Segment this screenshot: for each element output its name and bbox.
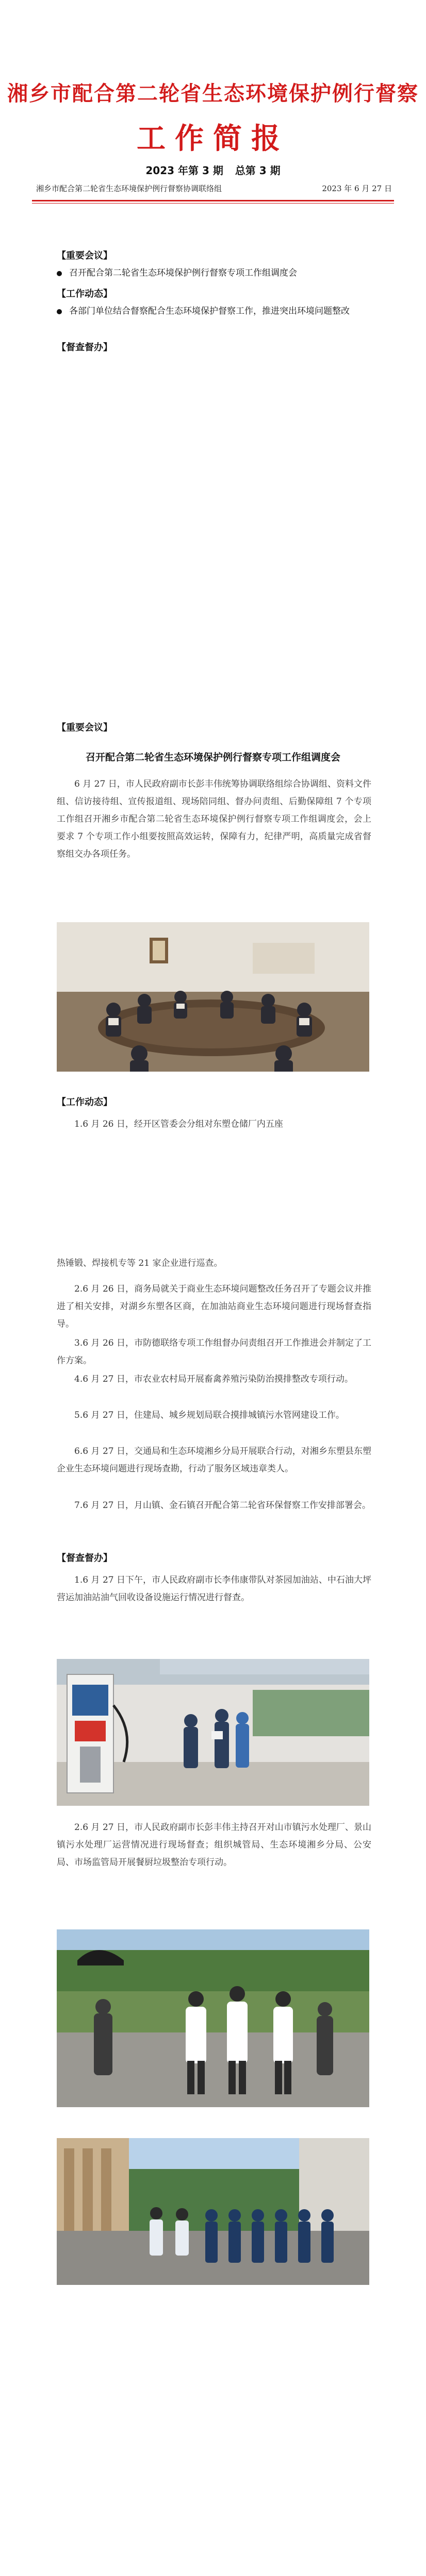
masthead-title: 湘乡市配合第二轮省生态环境保护例行督察 xyxy=(7,81,419,106)
index-meeting-item: 召开配合第二轮省生态环境保护例行督察专项工作组调度会 xyxy=(57,265,376,281)
bullet-icon xyxy=(57,271,62,276)
article-title: 召开配合第二轮省生态环境保护例行督察专项工作组调度会 xyxy=(85,752,340,763)
issue-total-number: 总第 3 期 xyxy=(235,164,281,177)
index-inspection-label: 【督查督办】 xyxy=(57,342,112,353)
index-dynamics-label: 【工作动态】 xyxy=(57,289,112,299)
dynamics-item-5: 5.6 月 27 日，住建局、城乡规划局联合摸排城镇污水管网建设工作。 xyxy=(74,1410,345,1420)
dynamics-label: 【工作动态】 xyxy=(57,1097,112,1108)
gas-station-photo xyxy=(57,1659,369,1806)
sewage-plant-photo xyxy=(57,1929,369,2107)
dynamics-item-7: 7.6 月 27 日，月山镇、金石镇召开配合第二轮省环保督察工作安排部署会。 xyxy=(74,1500,371,1511)
issuer-row xyxy=(36,183,392,194)
inspection-item-2: 2.6 月 27 日，市人民政府副市长彭丰伟主持召开对山市镇污水处理厂、景山镇污水处理厂运营情况进行现场督查；组织城管局、生态环境湘乡分局、公安局、市场监管局开展餐厨垃圾整治专项行动。 xyxy=(57,1822,371,1868)
issue-year-number: 2023 年第 3 期 xyxy=(145,164,223,177)
issue-number xyxy=(0,162,426,177)
article-meeting-label: 【重要会议】 xyxy=(57,722,112,733)
inspection-group-photo xyxy=(57,2138,369,2285)
dynamics-item-1-bottom: 热锤锻、焊接机专等 21 家企业进行巡查。 xyxy=(57,1258,223,1268)
issuer-name: 湘乡市配合第二轮省生态环境保护例行督察协调联络组 xyxy=(36,184,222,193)
header-rule-thick xyxy=(32,200,394,201)
issue-date: 2023 年 6 月 27 日 xyxy=(322,184,392,193)
article-body: 6 月 27 日，市人民政府副市长彭丰伟统筹协调联络组综合协调组、资料文件组、信访接待组、宣传报道组、现场陪同组、督办问责组、后勤保障组 7 个专项工作组召开湘乡市配合第二轮省生态环境保护例行督察专项工作组调度会，会上要求 7 个专项工作小组要按照高效运转，保障有力，纪律严明，高质量完成省督察组交办各项任务。 xyxy=(57,779,371,859)
dynamics-item-2: 2.6 月 26 日，商务局就关于商业生态环境问题整改任务召开了专题会议并推进了相关安排，对湖乡东塑各区商，在加油站商业生态环境问题进行现场督查指导。 xyxy=(57,1284,371,1329)
index-meeting-label: 【重要会议】 xyxy=(57,250,112,261)
bullet-icon xyxy=(57,309,62,314)
dynamics-item-1-top: 1.6 月 26 日，经开区管委会分组对东塑仓储厂内五座 xyxy=(74,1119,283,1129)
inspection-item-1: 1.6 月 27 日下午，市人民政府副市长李伟康带队对茶园加油站、中石油大坪营运加油站油气回收设备设施运行情况进行督查。 xyxy=(57,1575,371,1603)
dynamics-item-4: 4.6 月 27 日，市农业农村局开展畜禽养殖污染防治摸排整改专项行动。 xyxy=(74,1374,353,1384)
dynamics-item-3: 3.6 月 26 日，市防德联络专项工作组督办问责组召开工作推进会并制定了工作方案。 xyxy=(57,1338,371,1366)
meeting-photo xyxy=(57,922,369,1072)
dynamics-item-6: 6.6 月 27 日，交通局和生态环境湘乡分局开展联合行动，对湘乡东塑县东塑企业生态环境问题进行现场查勘，行动了服务区域违章类人。 xyxy=(57,1446,371,1474)
header-rule-thin xyxy=(32,203,394,204)
index-dynamics-item: 各部门单位结合督察配合生态环境保护督察工作，推进突出环境问题整改 xyxy=(57,303,392,319)
masthead-subtitle: 工作简报 xyxy=(137,122,289,156)
inspection-label: 【督查督办】 xyxy=(57,1553,112,1564)
